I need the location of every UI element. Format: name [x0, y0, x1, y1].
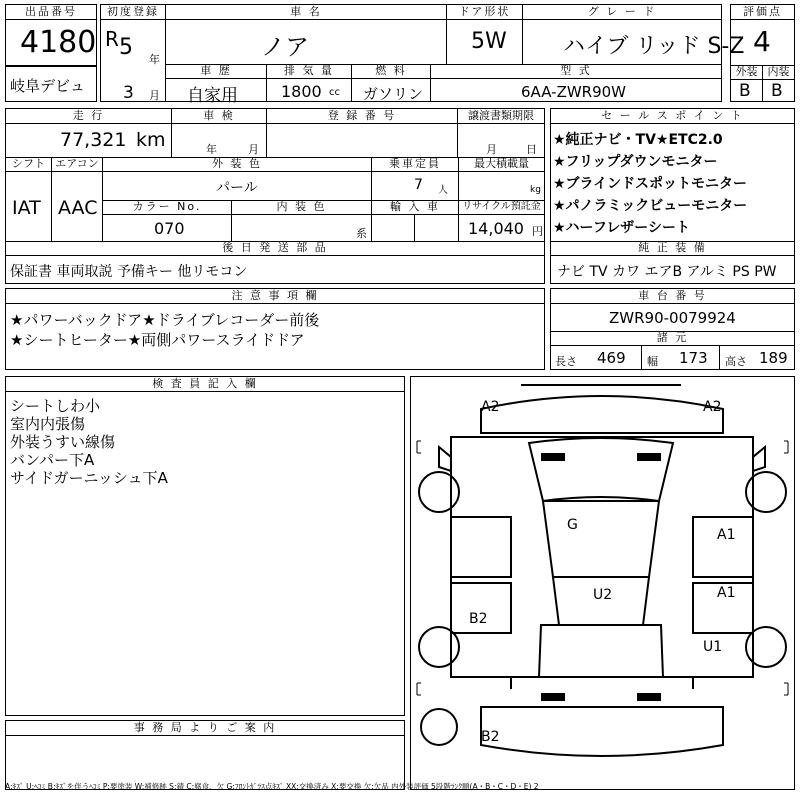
- wid-value: 173: [679, 349, 708, 367]
- chassis-value: ZWR90-0079924: [609, 309, 736, 327]
- detail-box: [5, 108, 545, 284]
- int-value: B: [771, 81, 783, 101]
- disp-value: 1800: [281, 82, 322, 101]
- seats-value: 7: [414, 177, 423, 193]
- damage-mark: B2: [481, 729, 500, 745]
- grade-value: ハイブ リッド S-Z: [563, 34, 745, 59]
- era: R: [105, 27, 119, 51]
- month-unit: 月: [149, 89, 160, 102]
- score-label: 評価点: [731, 5, 794, 20]
- hei-value: 189: [759, 349, 788, 367]
- hei-label: 高さ: [725, 355, 747, 368]
- sales-item: ★フリップダウンモニター: [553, 154, 718, 170]
- sales-item: ★純正ナビ・TV★ETC2.0: [553, 132, 723, 148]
- dealer-box: [5, 66, 97, 102]
- inspector-line: 室内内張傷: [10, 415, 86, 433]
- damage-mark: A1: [717, 585, 736, 601]
- insp-month: 月: [248, 143, 259, 156]
- inspector-label: 検 査 員 記 入 欄: [6, 377, 404, 392]
- grade-label: グ レ ー ド: [523, 5, 721, 20]
- fuel-label: 燃 料: [352, 64, 430, 79]
- ext-value: B: [739, 81, 751, 101]
- notes-box: [5, 288, 545, 370]
- damage-mark: G: [567, 517, 578, 533]
- recycle-unit: 円: [532, 225, 543, 238]
- later-label: 後 日 発 送 部 品: [6, 241, 544, 256]
- history-label: 車 歴: [166, 64, 266, 79]
- inspector-line: 外装うすい線傷: [10, 433, 116, 451]
- header-main: [100, 4, 745, 106]
- shift-value: IAT: [12, 197, 41, 219]
- later-value: 保証書 車両取説 予備キー 他リモコン: [10, 264, 248, 280]
- recycle-label: リサイクル預託金: [459, 200, 544, 215]
- sales-item: ★パノラミックビューモニター: [553, 198, 748, 214]
- len-label: 長さ: [555, 355, 577, 368]
- dims-label: 諸 元: [551, 331, 794, 346]
- sales-box: [550, 108, 795, 284]
- lot-box: [5, 4, 97, 66]
- inspector-box: [5, 376, 405, 716]
- dealer-tag: 岐阜デビュ: [10, 77, 86, 95]
- intcolor-label: 内 装 色: [232, 200, 371, 215]
- damage-mark: B2: [469, 611, 488, 627]
- fuel-value: ガソリン: [363, 85, 424, 103]
- disp-label: 排 気 量: [267, 64, 351, 79]
- tr-day: 日: [526, 143, 537, 156]
- sales-item: ★ハーフレザーシート: [553, 220, 691, 236]
- type-value: 6AA-ZWR90W: [521, 83, 627, 101]
- sales-item: ★ブラインドスポットモニター: [553, 176, 747, 192]
- transfer-label: 譲渡書類期限: [458, 109, 544, 124]
- damage-mark: A2: [703, 399, 722, 415]
- damage-mark: U1: [703, 639, 723, 655]
- office-box: [5, 720, 405, 790]
- notes-label: 注 意 事 項 欄: [6, 289, 544, 304]
- sales-label: セ ー ル ス ポ イ ン ト: [551, 109, 794, 124]
- mileage-unit: km: [136, 129, 166, 151]
- year-num: 5: [119, 35, 133, 60]
- history-value: 自家用: [187, 86, 238, 106]
- load-label: 最大積載量: [459, 157, 544, 172]
- score-box: [730, 4, 795, 102]
- damage-mark: A1: [717, 527, 736, 543]
- lot-label: 出品番号: [6, 5, 96, 20]
- colorno-value: 070: [154, 219, 185, 238]
- lot-number: 4180: [20, 25, 97, 60]
- chassis-label: 車 台 番 号: [551, 289, 794, 304]
- note-line: ★シートヒーター★両側パワースライドドア: [10, 331, 305, 349]
- seats-unit: 人: [438, 185, 448, 196]
- month-num: 3: [123, 83, 134, 103]
- doors-value: 5W: [471, 29, 507, 54]
- damage-mark: U2: [593, 587, 613, 603]
- mileage-value: 77,321: [60, 129, 127, 151]
- note-line: ★パワーバックドア★ドライブレコーダー前後: [10, 311, 320, 329]
- inspector-line: バンパー下A: [10, 451, 95, 469]
- damage-mark: A2: [481, 399, 500, 415]
- ac-label: エアコン: [52, 157, 102, 172]
- shift-label: シフト: [6, 157, 51, 172]
- wid-label: 幅: [647, 355, 658, 368]
- import-label: 輸 入 車: [372, 200, 458, 215]
- disp-unit: cc: [329, 87, 340, 98]
- regno-label: 登 録 番 号: [267, 109, 457, 124]
- color-value: パール: [216, 180, 258, 196]
- equip-label: 純 正 装 備: [551, 241, 794, 256]
- colorno-label: カラー No.: [103, 200, 231, 215]
- reg-label: 初度登録: [101, 5, 165, 20]
- tr-month: 月: [486, 143, 497, 156]
- len-value: 469: [597, 349, 626, 367]
- year-unit: 年: [149, 53, 160, 66]
- legend: A:ｷｽﾞ U:ﾍｺﾐ B:ｷｽﾞを伴うﾍｺﾐ P:要塗装 W:補修跡 S:錆 C:腐食、欠 G:ﾌﾛﾝﾄｶﾞﾗｽ点ｷｽﾞ XX:交換済み X:要交換 欠:欠品 内外装評価 5段階ﾗﾝｸ順(A・B・C・D・E) 2: [5, 782, 539, 791]
- recycle-value: 14,040: [468, 219, 524, 238]
- car-outline: [411, 377, 794, 789]
- ac-value: AAC: [58, 197, 98, 219]
- inspection-label: 車 検: [172, 109, 266, 124]
- model-value: ノア: [261, 33, 309, 61]
- ext-label: 外装: [731, 65, 762, 80]
- office-label: 事 務 局 よ り ご 案 内: [6, 721, 404, 736]
- model-label: 車 名: [166, 5, 446, 20]
- inspector-line: サイドガーニッシュ下A: [10, 469, 168, 487]
- intcolor-unit: 系: [356, 227, 367, 240]
- int-label: 内装: [763, 65, 794, 80]
- car-diagram: [410, 376, 795, 790]
- score-value: 4: [753, 25, 771, 58]
- mileage-label: 走 行: [6, 109, 171, 124]
- type-label: 型 式: [431, 64, 721, 79]
- color-label: 外 装 色: [103, 157, 371, 172]
- seats-label: 乗車定員: [372, 157, 458, 172]
- doors-label: ドア形状: [447, 5, 522, 20]
- inspector-line: シートしわ小: [10, 397, 101, 415]
- load-unit: kg: [530, 185, 541, 195]
- insp-year: 年: [206, 143, 217, 156]
- chassis-box: [550, 288, 795, 370]
- equip-value: ナビ TV カワ エアB アルミ PS PW: [557, 264, 777, 280]
